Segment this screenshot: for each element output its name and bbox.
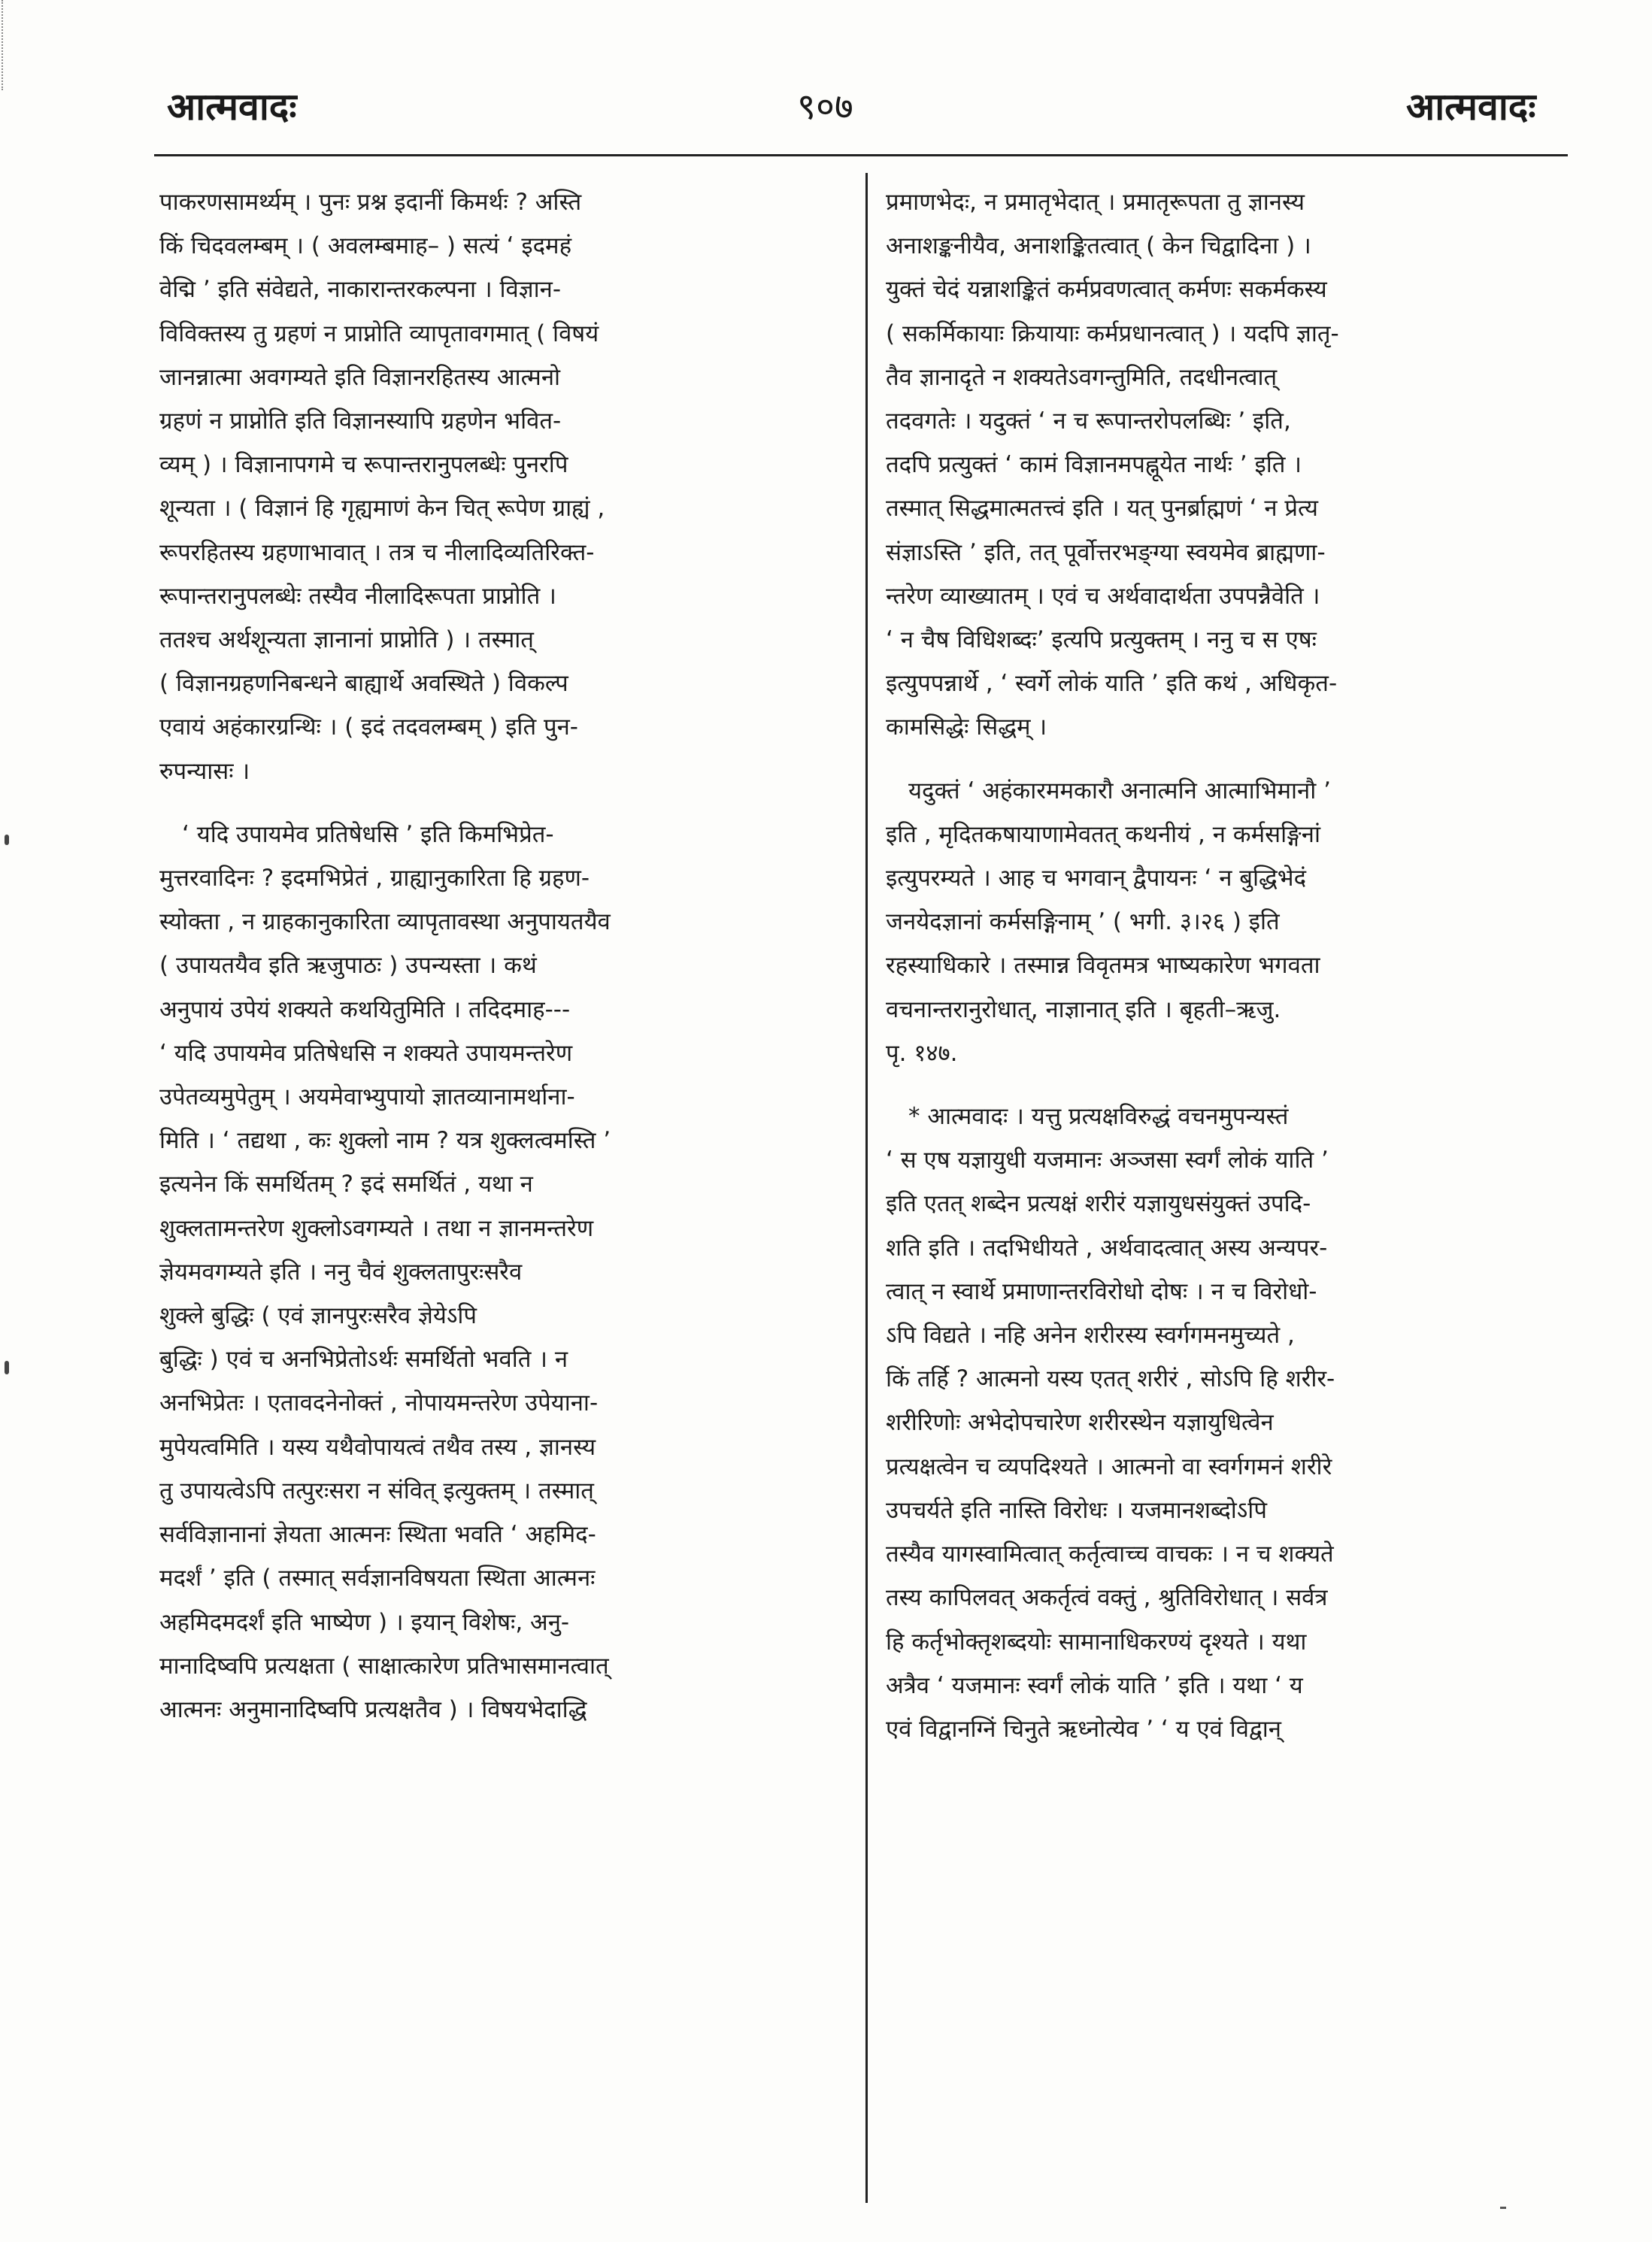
header-rule (154, 154, 1568, 156)
text-line: पाकरणसामर्थ्यम् । पुनः प्रश्न इदानीं किमर्थः ? अस्ति (159, 189, 582, 216)
text-line: रुपन्यासः । (159, 757, 250, 785)
text-line: जनयेदज्ञानां कर्मसङ्गिनाम् ’ ( भगी. ३।२६ ) इति (886, 908, 1280, 936)
text-line: ( सकर्मिकायाः क्रियायाः कर्मप्रधानत्वात् ) । यदपि ज्ञातृ- (886, 320, 1339, 347)
text-line: न्तरेण व्याख्यातम् । एवं च अर्थवादार्थता उपपन्नैवेति । (886, 582, 1320, 610)
text-line: ‘ यदि उपायमेव प्रतिषेधसि न शक्यते उपायमन्तरेण (159, 1039, 573, 1067)
text-line: ततश्च अर्थशून्यता ज्ञानानां प्राप्नोति ) । तस्मात् (159, 626, 534, 654)
text-line: शति इति । तदभिधीयते , अर्थवादत्वात् अस्य अन्यपर- (886, 1234, 1328, 1262)
text-line: तु उपायत्वेऽपि तत्पुरःसरा न संवित् इत्युक्तम् । तस्मात् (159, 1477, 594, 1504)
text-line: पृ. १४७. (886, 1039, 958, 1067)
text-line: अहमिदमदर्शं इति भाष्येण ) । इयान् विशेषः, अनु- (159, 1608, 570, 1636)
text-line: यदुक्तं ‘ अहंकारममकारौ अनात्मनि आत्माभिमानौ ’ (908, 777, 1331, 804)
text-line: ग्रहणं न प्राप्नोति इति विज्ञानस्यापि ग्रहणेन भवित- (159, 407, 562, 435)
text-line: एवायं अहंकारग्रन्थिः । ( इदं तदवलम्बम् ) इति पुन- (159, 714, 578, 741)
text-line: ( विज्ञानग्रहणनिबन्धने बाह्यार्थे अवस्थिते ) विकल्प (159, 670, 568, 698)
right-column (886, 180, 1572, 1751)
text-line: किं चिदवलम्बम् । ( अवलम्बमाह– ) सत्यं ‘ इदमहं (159, 232, 572, 260)
text-line: युक्तं चेदं यन्नाशङ्कितं कर्मप्रवणत्वात् कर्मणः सकर्मकस्य (886, 276, 1327, 304)
text-line: वचनान्तरानुरोधात्, नाज्ञानात् इति । बृहती–ऋजु. (886, 995, 1281, 1023)
text-line: तदवगतेः । यदुक्तं ‘ न च रूपान्तरोपलब्धिः ’ इति, (886, 407, 1291, 435)
paragraph-gap (159, 793, 850, 813)
paragraph-gap (886, 750, 1572, 769)
text-line: शून्यता । ( विज्ञानं हि गृह्यमाणं केन चित् रूपेण ग्राह्यं , (159, 495, 605, 523)
text-line: ऽपि विद्यते । नहि अनेन शरीरस्य स्वर्गगमनमुच्यते , (886, 1322, 1295, 1350)
text-line: मुत्तरवादिनः ? इदमभिप्रेतं , ग्राह्यानुकारिता हि ग्रहण- (159, 865, 590, 892)
text-line: शुक्ले बुद्धिः ( एवं ज्ञानपुरःसरैव ज्ञेयेऽपि (159, 1302, 477, 1330)
text-line: ‘ यदि उपायमेव प्रतिषेधसि ’ इति किमभिप्रेत- (182, 820, 554, 848)
text-line: बुद्धिः ) एवं च अनभिप्रेतोऽर्थः समर्थितो भवति । न (159, 1346, 568, 1374)
text-line: मुपेयत्वमिति । यस्य यथैवोपायत्वं तथैव तस्य , ज्ञानस्य (159, 1433, 596, 1461)
text-line: हि कर्तृभोक्तृशब्दयोः सामानाधिकरण्यं दृश्यते । यथा (886, 1628, 1307, 1656)
bottom-mark (1500, 2207, 1506, 2209)
page-number: ९०७ (797, 86, 853, 128)
text-line: सर्वविज्ञानानां ज्ञेयता आत्मनः स्थिता भवति ‘ अहमिद- (159, 1521, 596, 1549)
text-line: * आत्मवादः । यत्तु प्रत्यक्षविरुद्धं वचनमुपन्यस्तं (908, 1103, 1289, 1131)
page-edge-dots (2, 0, 5, 90)
text-line: ( उपायतयैव इति ऋजुपाठः ) उपन्यस्ता । कथं (159, 952, 537, 980)
text-line: ‘ स एष यज्ञायुधी यजमानः अञ्जसा स्वर्गं लोकं याति ’ (886, 1147, 1329, 1174)
page-edge-mark (5, 835, 9, 845)
text-line: ‘ न चैष विधिशब्दः’ इत्यपि प्रत्युक्तम् । ननु च स एषः (886, 626, 1317, 654)
text-line: अनभिप्रेतः । एतावदनेनोक्तं , नोपायमन्तरेण उपेयाना- (159, 1389, 599, 1417)
left-column (159, 180, 850, 1731)
running-head-left: आत्मवादः (167, 85, 297, 129)
text-line: मिति । ‘ तद्यथा , कः शुक्लो नाम ? यत्र शुक्लत्वमस्ति ’ (159, 1127, 611, 1155)
text-line: किं तर्हि ? आत्मनो यस्य एतत् शरीरं , सोऽपि हि शरीर- (886, 1365, 1335, 1393)
text-line: इति एतत् शब्देन प्रत्यक्षं शरीरं यज्ञायुधसंयुक्तं उपदि- (886, 1190, 1311, 1218)
running-head-right: आत्मवादः (1406, 85, 1536, 129)
text-line: इत्युपपन्नार्थे , ‘ स्वर्गे लोकं याति ’ इति कथं , अधिकृत- (886, 670, 1338, 698)
text-line: रूपरहितस्य ग्रहणाभावात् । तत्र च नीलादिव्यतिरिक्त- (159, 538, 595, 566)
text-line: इत्यनेन किं समर्थितम् ? इदं समर्थितं , यथा न (159, 1171, 533, 1198)
page-edge-mark (5, 1361, 9, 1374)
text-line: विविक्तस्य तु ग्रहणं न प्राप्नोति व्यापृतावगमात् ( विषयं (159, 320, 599, 347)
column-divider (865, 173, 868, 2203)
text-line: त्वात् न स्वार्थे प्रमाणान्तरविरोधो दोषः । न च विरोधो- (886, 1277, 1317, 1305)
text-line: अनुपायं उपेयं शक्यते कथयितुमिति । तदिदमाह--- (159, 995, 571, 1023)
text-line: अत्रैव ‘ यजमानः स्वर्गं लोकं याति ’ इति । यथा ‘ य (886, 1671, 1303, 1699)
text-line: रहस्याधिकारे । तस्मान्न विवृतमत्र भाष्यकारेण भगवता (886, 952, 1320, 980)
text-line: संज्ञाऽस्ति ’ इति, तत् पूर्वोत्तरभङ्ग्या स्वयमेव ब्राह्मणा- (886, 538, 1326, 566)
text-line: शुक्लतामन्तरेण शुक्लोऽवगम्यते । तथा न ज्ञानमन्तरेण (159, 1214, 594, 1242)
text-line: प्रत्यक्षत्वेन च व्यपदिश्यते । आत्मनो वा स्वर्गगमनं शरीरे (886, 1453, 1332, 1480)
text-line: प्रमाणभेदः, न प्रमातृभेदात् । प्रमातृरूपता तु ज्ञानस्य (886, 189, 1305, 216)
paragraph-gap (886, 1075, 1572, 1095)
text-line: तस्य कापिलवत् अकर्तृत्वं वक्तुं , श्रुतिविरोधात् । सर्वत्र (886, 1584, 1328, 1612)
text-line: तस्मात् सिद्धमात्मतत्त्वं इति । यत् पुनर्ब्राह्मणं ‘ न प्रेत्य (886, 495, 1319, 523)
text-line: ज्ञेयमवगम्यते इति । ननु चैवं शुक्लतापुरःसरैव (159, 1258, 523, 1286)
text-line: कामसिद्धेः सिद्धम् । (886, 714, 1047, 741)
text-line: रूपान्तरानुपलब्धेः तस्यैव नीलादिरूपता प्राप्नोति । (159, 582, 556, 610)
text-line: शरीरिणोः अभेदोपचारेण शरीरस्थेन यज्ञायुधित्वेन (886, 1409, 1274, 1437)
text-line: मानादिष्वपि प्रत्यक्षता ( साक्षात्कारेण प्रतिभासमानत्वात् (159, 1652, 609, 1680)
text-line: उपचर्यते इति नास्ति विरोधः । यजमानशब्दोऽपि (886, 1496, 1267, 1524)
text-line: स्योक्ता , न ग्राहकानुकारिता व्यापृतावस्था अनुपायतयैव (159, 908, 611, 936)
text-line: एवं विद्वानग्निं चिनुते ऋध्नोत्येव ’ ‘ य एवं विद्वान् (886, 1715, 1281, 1743)
text-line: तैव ज्ञानादृते न शक्यतेऽवगन्तुमिति, तदधीनत्वात् (886, 363, 1278, 391)
text-line: इत्युपरम्यते । आह च भगवान् द्वैपायनः ‘ न बुद्धिभेदं (886, 865, 1307, 892)
text-line: वेद्मि ’ इति संवेद्यते, नाकारान्तरकल्पना । विज्ञान- (159, 276, 562, 304)
text-line: मदर्शं ’ इति ( तस्मात् सर्वज्ञानविषयता स्थिता आत्मनः (159, 1565, 596, 1592)
text-line: उपेतव्यमुपेतुम् । अयमेवाभ्युपायो ज्ञातव्यानामर्थाना- (159, 1083, 575, 1111)
text-line: आत्मनः अनुमानादिष्वपि प्रत्यक्षतैव ) । विषयभेदाद्धि (159, 1695, 587, 1723)
text-line: इति , मृदितकषायाणामेवतत् कथनीयं , न कर्मसङ्गिनां (886, 820, 1320, 848)
text-line: व्यम् ) । विज्ञानापगमे च रूपान्तरानुपलब्धेः पुनरपि (159, 451, 568, 479)
text-line: तस्यैव यागस्वामित्वात् कर्तृत्वाच्च वाचकः । न च शक्यते (886, 1541, 1334, 1568)
text-line: जानन्नात्मा अवगम्यते इति विज्ञानरहितस्य आत्मनो (159, 363, 561, 391)
text-line: अनाशङ्कनीयैव, अनाशङ्कितत्वात् ( केन चिद्वादिना ) । (886, 232, 1311, 260)
text-line: तदपि प्रत्युक्तं ‘ कामं विज्ञानमपह्नूयेत नार्थः ’ इति । (886, 451, 1302, 479)
